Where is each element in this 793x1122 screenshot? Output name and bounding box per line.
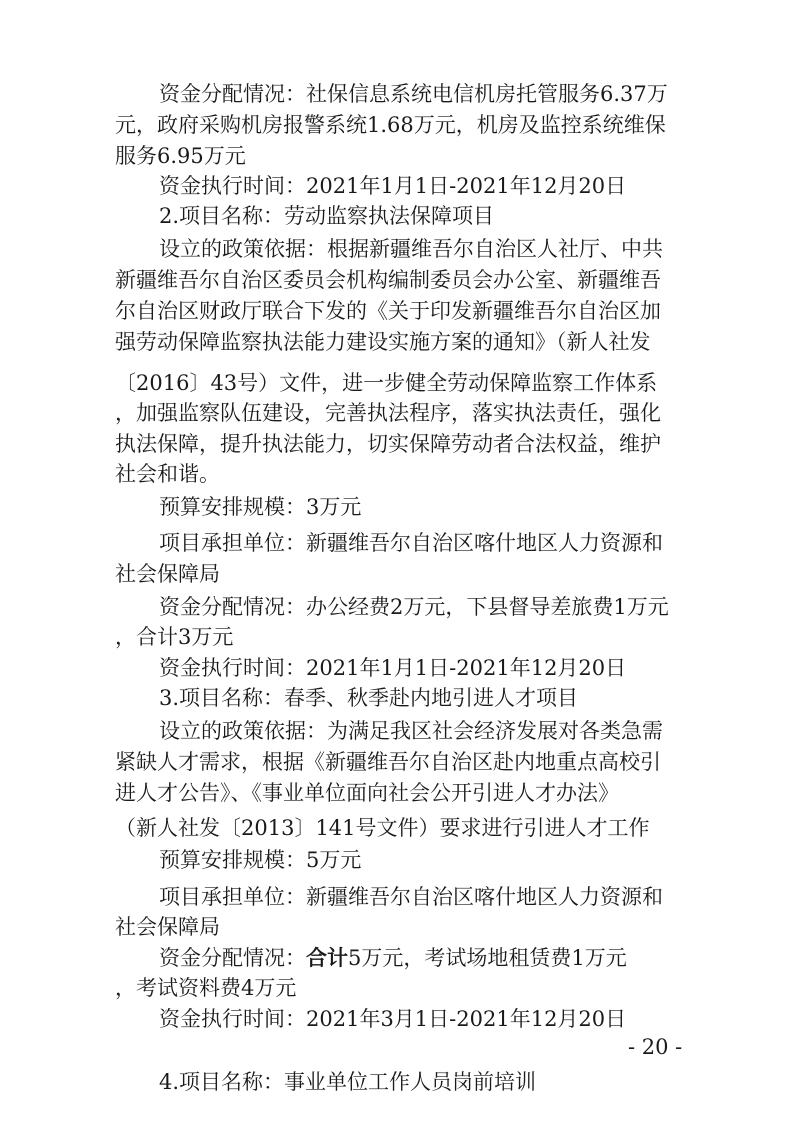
paragraph-line: 设立的政策依据：为满足我区社会经济发展对各类急需	[159, 719, 663, 743]
paragraph-line: 尔自治区财政厅联合下发的《关于印发新疆维吾尔自治区加	[115, 299, 661, 323]
paragraph-line: 资金执行时间：2021年1月1日-2021年12月20日	[159, 174, 627, 198]
section-heading: 2.项目名称：劳动监察执法保障项目	[159, 204, 495, 228]
paragraph-line	[159, 944, 627, 972]
paragraph-line: ，加强监察队伍建设，完善执法程序，落实执法责任，强化	[115, 401, 661, 425]
page-number: - 20 -	[628, 1035, 683, 1059]
paragraph-line: 强劳动保障监察执法能力建设实施方案的通知》（新人社发	[115, 330, 651, 354]
paragraph-line: 紧缺人才需求，根据《新疆维吾尔自治区赴内地重点高校引	[115, 750, 661, 774]
paragraph-line: 服务6.95万元	[115, 144, 246, 168]
paragraph-line: 执法保障，提升执法能力，切实保障劳动者合法权益，维护	[115, 432, 661, 456]
paragraph-line: 新疆维吾尔自治区委员会机构编制委员会办公室、新疆维吾	[115, 268, 661, 292]
paragraph-line: 元，政府采购机房报警系统1.68万元，机房及监控系统维保	[115, 113, 666, 137]
line-prefix: 资金分配情况：	[159, 946, 306, 970]
paragraph-line: 预算安排规模：3万元	[159, 495, 362, 519]
paragraph-line: 社会和谐。	[115, 462, 220, 486]
paragraph-line: 资金分配情况：社保信息系统电信机房托管服务6.37万	[159, 82, 668, 106]
paragraph-line: 资金分配情况：办公经费2万元，下县督导差旅费1万元	[159, 595, 669, 619]
section-heading: 3.项目名称：春季、秋季赴内地引进人才项目	[159, 686, 579, 710]
paragraph-line: ，合计3万元	[115, 625, 234, 649]
section-heading: 4.项目名称：事业单位工作人员岗前培训	[159, 1070, 537, 1094]
bold-total: 合计	[306, 945, 348, 970]
paragraph-line: 资金执行时间：2021年3月1日-2021年12月20日	[159, 1007, 627, 1031]
paragraph-line: 社会保障局	[115, 915, 220, 939]
paragraph-line: 项目承担单位：新疆维吾尔自治区喀什地区人力资源和	[159, 531, 663, 555]
paragraph-line: 资金执行时间：2021年1月1日-2021年12月20日	[159, 656, 627, 680]
paragraph-line: 社会保障局	[115, 562, 220, 586]
paragraph-line: （新人社发〔2013〕141号文件）要求进行引进人才工作	[115, 816, 650, 840]
paragraph-line: 进人才公告》、《事业单位面向社会公开引进人才办法》	[115, 781, 619, 805]
paragraph-line: ，考试资料费4万元	[115, 976, 297, 1000]
paragraph-line: 〔2016〕43号）文件，进一步健全劳动保障监察工作体系	[115, 371, 658, 395]
paragraph-line: 设立的政策依据：根据新疆维吾尔自治区人社厅、中共	[159, 237, 663, 261]
line-rest: 5万元，考试场地租赁费1万元	[348, 946, 627, 970]
paragraph-line: 预算安排规模：5万元	[159, 848, 362, 872]
paragraph-line: 项目承担单位：新疆维吾尔自治区喀什地区人力资源和	[159, 885, 663, 909]
